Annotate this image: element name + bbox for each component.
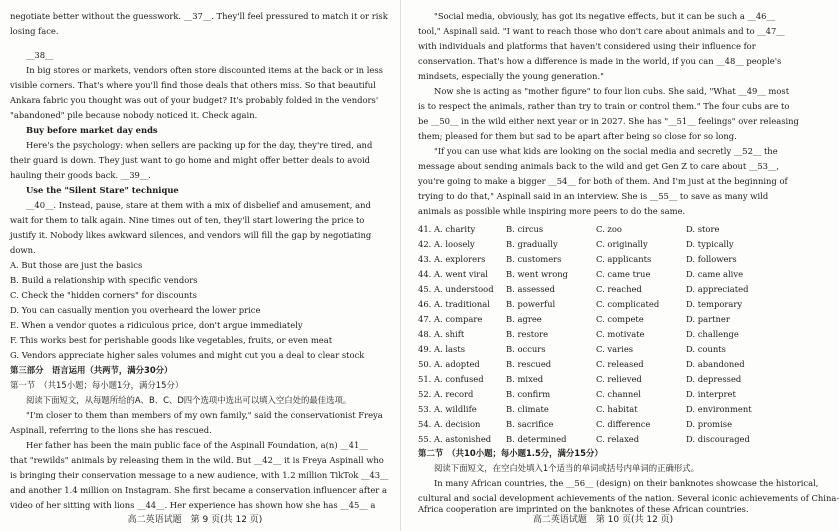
option-choice: B. powerful [506,299,556,309]
text-line: down. [10,245,36,255]
text-line: visible corners. That's where you'll find those deals that others miss. So that beautiful [10,80,376,90]
option-choice: B. occurs [506,344,546,354]
subheading-silent-stare: Use the "Silent Stare" technique [26,185,179,195]
option-choice: 55. A. astonished [418,434,492,444]
option-row [418,390,788,400]
section-1-title: 第一节 （共15小题；每小题1分，满分15分） [10,380,184,390]
option-choice: 51. A. confused [418,374,484,384]
option-choice: D. temporary [686,299,743,309]
option-choice: C. channel [596,389,641,399]
text-line: hauling their goods back. __39__. [10,170,151,180]
option-choice: B. customers [506,254,562,264]
option-choice: C. complicated [596,299,660,309]
page-footer: 高二英语试题 第 10 页(共 12 页) [532,515,674,525]
option-row [418,435,788,445]
text-line: animals as possible while inspiring more peers to do the same. [418,206,686,216]
text-line: wait for them to talk again. Nine times out of ten, they'll start lowering the price to [10,215,365,225]
option-choice: 43. A. explorers [418,254,486,264]
option-row [418,270,788,280]
text-line: Her father has been the main public face of the Aspinall Foundation, a(n) __41__ [26,440,368,450]
option-row [418,285,788,295]
page-footer: 高二英语试题 第 9 页(共 12 页) [127,515,263,525]
option-choice: C. motivate [596,329,645,339]
option-choice: C. released [596,359,644,369]
option-choice: 45. A. understood [418,284,494,294]
option-row [418,240,788,250]
option-choice: D. promise [686,419,733,429]
option-choice: D. typically [686,239,734,249]
option-choice: D. interpret [686,389,736,399]
option-choice: D. challenge [686,329,739,339]
option-choice: C. compete [596,314,644,324]
option-choice: D. appreciated [686,284,749,294]
option-choice: D. store [686,224,720,234]
option-choice: C. varies [596,344,634,354]
text-line: their guard is down. They just want to go home and might offer better deals to avoid [10,155,371,165]
text-line: Here's the psychology: when sellers are packing up for the day, they're tired, and [26,140,373,150]
option-choice: D. counts [686,344,726,354]
option-choice: B. agree [506,314,542,324]
option-e: E. When a vendor quotes a ridiculous price, don't argue immediately [10,320,303,330]
page-9 [10,0,389,531]
option-row [418,225,788,235]
option-f: F. This works best for perishable goods like vegetables, fruits, or even meat [10,335,333,345]
option-choice: 41. A. charity [418,224,476,234]
option-choice: 46. A. traditional [418,299,490,309]
option-choice: B. determined [506,434,567,444]
option-choice: B. gradually [506,239,558,249]
text-line: In big stores or markets, vendors often store discounted items at the back or in less [26,65,383,75]
option-choice: B. assessed [506,284,555,294]
text-line: "If you can use what kids are looking on the social media and secretly __52__ the [434,146,778,156]
option-choice: C. habitat [596,404,638,414]
text-line: "abandoned" pile because nobody noticed it. Check again. [10,110,258,120]
option-choice: B. confirm [506,389,551,399]
option-d: D. You can casually mention you overheard the lower price [10,305,261,315]
option-choice: 47. A. compare [418,314,483,324]
option-choice: 50. A. adopted [418,359,480,369]
text-line: "I'm closer to them than members of my own family," said the conservationist Freya [26,410,383,420]
option-choice: D. depressed [686,374,742,384]
option-row [418,315,788,325]
option-choice: C. zoo [596,224,622,234]
option-choice: B. went wrong [506,269,568,279]
page-gutter [400,0,401,531]
option-choice: 53. A. wildlife [418,404,477,414]
text-line: video of her sitting with lions __44__. Her experience has shown how she has __45__ a [10,500,376,510]
option-row [418,300,788,310]
option-choice: 52. A. record [418,389,474,399]
section-3-title: 第三部分 语言运用（共两节，满分30分） [10,365,173,375]
option-choice: 48. A. shift [418,329,465,339]
text-line: losing face. [10,26,59,36]
text-line: justify it. Nobody likes awkward silences, and vendors will fill the gap by negotiating [10,230,372,240]
option-choice: B. circus [506,224,544,234]
option-choice: C. difference [596,419,651,429]
page-10 [418,0,839,531]
text-line: negotiate better without the guesswork. __37__. They'll feel pressured to match it or risk [10,11,388,21]
option-row [418,330,788,340]
option-choice: D. followers [686,254,737,264]
option-choice: C. reached [596,284,642,294]
instruction: 阅读下面短文，从每题所给的A、B、C、D四个选项中选出可以填入空白处的最佳选项。 [26,395,352,405]
text-line: is bringing their conservation message to a new audience, with 1.2 million TikTok __43__ [10,470,389,480]
text-line: cultural and social development achievements of the nation. Several iconic achievements of China- [418,493,839,503]
text-line: is to respect the animals, rather than try to train or control them." The four cubs are to [418,101,790,111]
section-2-title: 第二节 （共10小题；每小题1.5分，满分15分） [418,448,603,458]
text-line: with individuals and platforms that haven't considered using their influence for [418,41,756,51]
option-row [418,255,788,265]
text-line: Ankara fabric you thought was out of your budget? It's probably folded in the vendors' [10,95,379,105]
text-line: In many African countries, the __56__ (design) on their banknotes showcase the historical, [434,478,819,488]
option-row [418,375,788,385]
text-line: and another 1.4 million on Instagram. She first became a conservation influencer after a [10,485,387,495]
text-line: mindsets, especially the young generation." [418,71,604,81]
option-choice: D. partner [686,314,730,324]
option-choice: 42. A. loosely [418,239,475,249]
option-choice: 54. A. decision [418,419,481,429]
option-choice: B. climate [506,404,549,414]
option-choice: B. mixed [506,374,544,384]
option-a: A. But those are just the basics [10,260,143,270]
text-line: conservation. That's how a difference is made in the world, if you can __48__ people's [418,56,782,66]
text-line: Aspinall, referring to the lions she has rescued. [10,425,212,435]
option-choice: D. discouraged [686,434,750,444]
option-choice: C. came true [596,269,651,279]
option-choice: D. came alive [686,269,744,279]
option-choice: C. relieved [596,374,642,384]
option-row [418,420,788,430]
option-choice: 49. A. lasts [418,344,465,354]
text-line: trying to do that," Aspinall said in an interview. She is __55__ to save as many wild [418,191,769,201]
text-line: tool," Aspinall said. "I want to reach those who don't care about animals and to __47__ [418,26,785,36]
option-choice: D. abandoned [686,359,745,369]
text-line: Africa cooperation are imprinted on the banknotes of these African countries. [418,504,749,514]
option-c: C. Check the "hidden corners" for discounts [10,290,197,300]
option-choice: C. originally [596,239,648,249]
option-choice: C. relaxed [596,434,640,444]
text-line: __40__. Instead, pause, stare at them with a mix of disbelief and amusement, and [26,200,371,210]
option-choice: 44. A. went viral [418,269,488,279]
option-choice: C. applicants [596,254,652,264]
text-line: that "rewilds" animals by releasing them in the wild. But __42__ it is Freya Aspinall who [10,455,384,465]
option-row [418,360,788,370]
text-line: "Social media, obviously, has got its negative effects, but it can be such a __46__ [434,11,775,21]
option-row [418,345,788,355]
section-2-instruction: 阅读下面短文，在空白处填入1个适当的单词或括号内单词的正确形式。 [434,463,699,473]
option-choice: D. environment [686,404,752,414]
text-line: them; pleased for them but sad to be apart after being so close for so long. [418,131,737,141]
option-row [418,405,788,415]
subheading-buy-before: Buy before market day ends [26,125,158,135]
option-choice: B. sacrifice [506,419,554,429]
option-choice: B. rescued [506,359,552,369]
text-line: message about sending animals back to the wild and get Gen Z to care about __53__, [418,161,780,171]
option-g: G. Vendors appreciate higher sales volumes and might cut you a deal to clear stock [10,350,365,360]
text-line: Now she is acting as "mother figure" to four lion cubs. She said, "What __49__ most [434,86,790,96]
text-line: you're going to make a bigger __54__ for both of them. And I'm just at the beginning of [418,176,788,186]
option-b: B. Build a relationship with specific vendors [10,275,198,285]
text-line: be __50__ in the wild either next year or in 2027. She has "__51__ feelings" over releasing [418,116,799,126]
option-choice: B. restore [506,329,549,339]
blank-38: __38__ [26,50,54,60]
